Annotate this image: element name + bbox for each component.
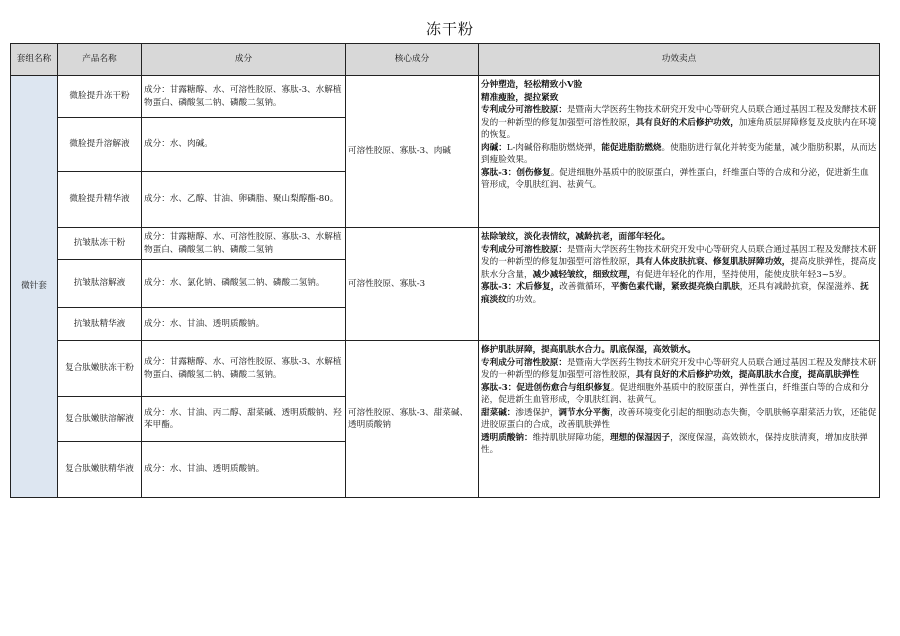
efficacy-text: ，还具有减龄抗衰，保湿滋养、 <box>739 282 861 292</box>
header-product-name: 产品名称 <box>58 44 142 76</box>
efficacy-highlight: 分钟塑造，轻松精致小V脸 <box>481 80 583 90</box>
efficacy-paragraph <box>481 382 877 407</box>
efficacy-paragraph <box>481 432 877 457</box>
product-ingredients: 成分：水、肉碱。 <box>142 118 346 172</box>
product-name: 微脸提升溶解液 <box>58 118 142 172</box>
product-ingredients: 成分：甘露糖醇、水、可溶性胶原、寡肽-3、水解植物蛋白、磷酸氢二钠、磷酸二氢钠。 <box>142 341 346 397</box>
efficacy-highlight: 寡肽-3：创伤修复 <box>481 167 551 178</box>
product-name: 微脸提升冻干粉 <box>58 76 142 118</box>
efficacy-highlight: 抚痕淡纹 <box>481 282 869 305</box>
efficacy-paragraph <box>481 104 877 142</box>
header-ingredients: 成分 <box>142 44 346 76</box>
efficacy-highlight: 肉碱： <box>481 142 507 153</box>
efficacy-highlight: 专利成分可溶性胶原： <box>481 244 567 255</box>
efficacy-text: 。使脂肪进行氧化并转变为能量，减少脂肪积累，从而达到瘦脸效果。 <box>481 142 877 165</box>
efficacy-text: 的功效。 <box>506 294 542 305</box>
header-set-name: 套组名称 <box>11 44 58 76</box>
efficacy-text: ，改善环境变化引起的细胞动态失衡，令肌肤畅享甜菜活力钦，还能促进胶原蛋白的合成，改善肌肤弹性 <box>481 407 877 430</box>
table-row <box>11 341 880 397</box>
product-table <box>10 43 880 498</box>
efficacy-text: 提高皮肤弹性，提高皮肤水分含量， <box>481 257 877 280</box>
header-core-ingredients: 核心成分 <box>346 44 479 76</box>
header-efficacy: 功效卖点 <box>479 44 880 76</box>
product-ingredients: 成分：水、乙醇、甘油、卵磷脂、聚山梨醇酯-80。 <box>142 172 346 228</box>
product-ingredients: 成分：甘露糖醇、水、可溶性胶原、寡肽-3、水解植物蛋白、磷酸氢二钠、磷酸二氢钠 <box>142 228 346 260</box>
efficacy-highlight: 减少减轻皱纹，细致纹理， <box>532 269 636 280</box>
efficacy-text: 是暨南大学医药生物技术研究开发中心等研究人员联合通过基因工程及发酵技术研发的一种新型的修复加强型可溶性胶原， <box>481 357 877 380</box>
efficacy-highlight: 平衡色素代谢，紧致提亮焕白肌肤 <box>610 282 740 292</box>
efficacy-text: 。促进细胞外基质中的胶原蛋白，弹性蛋白，纤维蛋白等的合成和分泌，促进新生血管形成，令肌肤红润、祛黄气。 <box>481 382 869 405</box>
efficacy-paragraph <box>481 92 877 105</box>
efficacy-highlight: 甜菜碱： <box>481 407 516 418</box>
efficacy-cell <box>479 76 880 228</box>
page-title: 冻干粉 <box>425 20 474 38</box>
efficacy-highlight: 祛除皱纹，淡化表情纹，减龄抗老，面部年轻化。 <box>481 232 671 242</box>
efficacy-highlight: 调节水分平衡 <box>558 407 610 418</box>
efficacy-paragraph <box>481 244 877 282</box>
product-name: 抗皱肽冻干粉 <box>58 228 142 260</box>
efficacy-highlight: 具有良好的术后修护功效， <box>635 117 739 128</box>
efficacy-text: 改善微循环， <box>559 282 611 292</box>
product-name: 抗皱肽溶解液 <box>58 260 142 308</box>
efficacy-text: L-肉碱俗称脂肪燃烧弹， <box>506 142 602 153</box>
efficacy-highlight: 专利成分可溶性胶原： <box>481 357 567 368</box>
efficacy-text: 是暨南大学医药生物技术研究开发中心等研究人员联合通过基因工程及发酵技术研发的一种新型的修复加强型可溶性胶原， <box>481 244 877 267</box>
efficacy-paragraph <box>481 407 877 432</box>
efficacy-highlight: 透明质酸钠： <box>481 432 533 443</box>
product-ingredients: 成分：水、甘油、丙二醇、甜菜碱、透明质酸钠、羟苯甲酯。 <box>142 397 346 442</box>
core-ingredients: 可溶性胶原、寡肽-3 <box>346 228 479 341</box>
efficacy-cell <box>479 341 880 498</box>
efficacy-cell <box>479 228 880 341</box>
efficacy-text: 有促进年轻化的作用，坚持使用，能使皮肤年轻3~5岁。 <box>635 269 852 280</box>
efficacy-paragraph <box>481 79 877 92</box>
efficacy-highlight: 精准瘦脸，提拉紧致 <box>481 92 559 103</box>
efficacy-text: 加速角质层屏障修复及皮肤内在环境的恢复。 <box>481 117 877 140</box>
product-ingredients: 成分：水、甘油、透明质酸钠。 <box>142 308 346 341</box>
product-ingredients: 成分：水、氯化钠、磷酸氢二钠、磷酸二氢钠。 <box>142 260 346 308</box>
efficacy-highlight: 寡肽-3：促进创伤愈合与组织修复 <box>481 382 611 393</box>
product-name: 复合肽嫩肤冻干粉 <box>58 341 142 397</box>
efficacy-text: 渗透保护， <box>515 407 559 418</box>
table-row <box>11 76 880 118</box>
efficacy-paragraph <box>481 167 877 192</box>
efficacy-paragraph <box>481 357 877 382</box>
efficacy-highlight: 修护肌肤屏障，提高肌肤水合力。肌底保湿，高效锁水。 <box>481 345 696 355</box>
core-ingredients: 可溶性胶原、寡肽-3、甜菜碱、透明质酸钠 <box>346 341 479 498</box>
header-row <box>11 44 880 76</box>
efficacy-text: 维持肌肤屏障功能， <box>532 432 610 443</box>
product-ingredients: 成分：水、甘油、透明质酸钠。 <box>142 442 346 498</box>
product-name: 复合肽嫩肤溶解液 <box>58 397 142 442</box>
efficacy-paragraph <box>481 344 877 357</box>
efficacy-text: 是暨南大学医药生物技术研究开发中心等研究人员联合通过基因工程及发酵技术研发的一种新型的修复加强型可溶性胶原， <box>481 105 877 128</box>
efficacy-text: 。促进细胞外基质中的胶原蛋白，弹性蛋白，纤维蛋白等的合成和分泌，促进新生血管形成，令肌肤红润、祛黄气。 <box>481 167 869 190</box>
efficacy-highlight: 理想的保湿因子 <box>609 432 671 443</box>
efficacy-paragraph <box>481 281 877 306</box>
product-name: 复合肽嫩肤精华液 <box>58 442 142 498</box>
efficacy-text: ，深度保湿，高效锁水，保持皮肤清爽，增加皮肤弹性。 <box>481 432 868 455</box>
product-ingredients: 成分：甘露糖醇、水、可溶性胶原、寡肽-3、水解植物蛋白、磷酸氢二钠、磷酸二氢钠。 <box>142 76 346 118</box>
product-name: 抗皱肽精华液 <box>58 308 142 341</box>
efficacy-highlight: 专利成分可溶性胶原： <box>481 105 567 115</box>
set-name-cell: 微针套 <box>11 76 58 498</box>
efficacy-paragraph <box>481 142 877 167</box>
product-name: 微脸提升精华液 <box>58 172 142 228</box>
table-row <box>11 228 880 260</box>
efficacy-highlight: 寡肽-3：术后修复， <box>481 282 560 292</box>
core-ingredients: 可溶性胶原、寡肽-3、肉碱 <box>346 76 479 228</box>
efficacy-paragraph <box>481 231 877 244</box>
efficacy-highlight: 具有良好的术后修护功效，提高肌肤水合度，提高肌肤弹性 <box>635 370 860 380</box>
efficacy-highlight: 能促进脂肪燃烧 <box>601 142 662 153</box>
efficacy-highlight: 具有人体皮肤抗衰、修复肌肤屏障功效， <box>635 257 791 267</box>
